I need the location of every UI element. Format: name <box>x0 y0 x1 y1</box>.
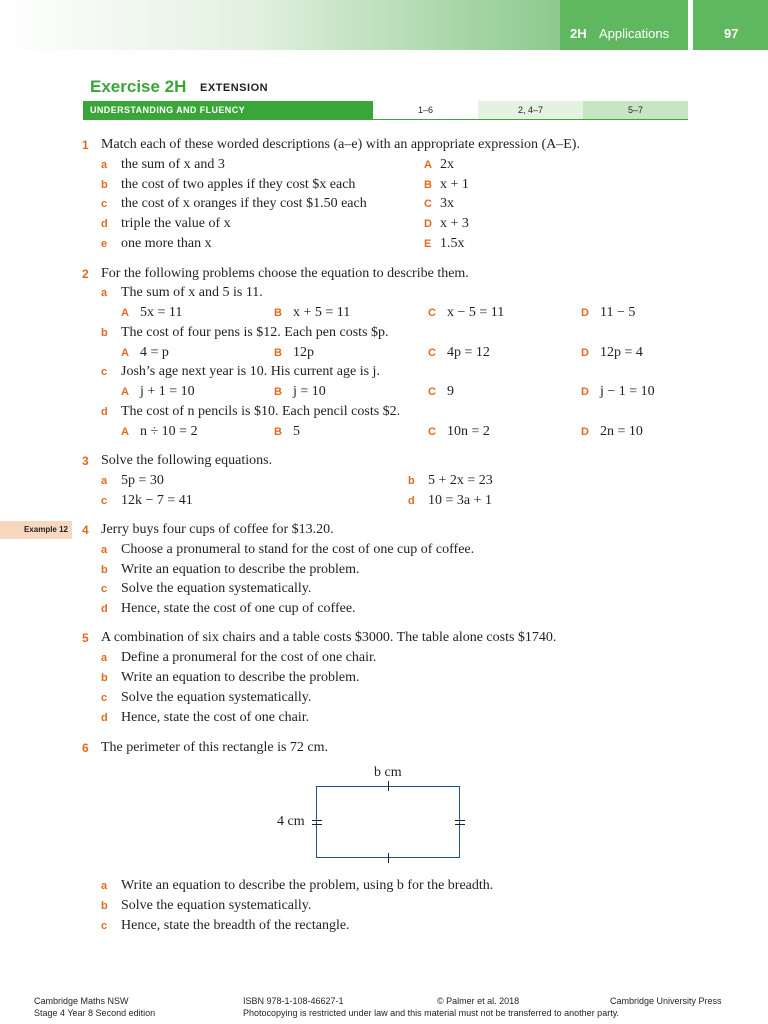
question-stem: Solve the following equations. <box>101 453 273 468</box>
option-value: j = 10 <box>293 384 326 399</box>
option-label: A <box>121 347 129 359</box>
option-label: D <box>581 386 589 398</box>
part-label: a <box>101 652 108 664</box>
option-label: C <box>428 307 436 319</box>
part-text: 5 + 2x = 23 <box>428 473 493 488</box>
part-label: a <box>101 880 108 892</box>
part-label: a <box>101 544 108 556</box>
question-number: 6 <box>82 741 89 755</box>
part-label: d <box>101 218 108 230</box>
part-text: Define a pronumeral for the cost of one chair. <box>121 650 377 665</box>
part-label: e <box>101 238 108 250</box>
option-value: 2n = 10 <box>600 424 643 439</box>
part-label: b <box>101 179 108 191</box>
part-text: Solve the equation systematically. <box>121 581 312 596</box>
page-number: 97 <box>724 26 739 41</box>
option-label: D <box>581 307 589 319</box>
part-text: one more than x <box>121 236 212 251</box>
question-stem: For the following problems choose the equation to describe them. <box>101 266 469 281</box>
question-number: 1 <box>82 138 89 152</box>
footer-copyright: © Palmer et al. 2018 <box>437 996 520 1006</box>
header-section: 2H <box>570 26 587 41</box>
option-label: D <box>581 426 589 438</box>
strand-label: UNDERSTANDING AND FLUENCY <box>83 101 373 119</box>
part-label: b <box>408 475 415 487</box>
option-label: E <box>424 238 432 250</box>
part-label: c <box>101 495 108 507</box>
part-text: Josh’s age next year is 10. His current age is j. <box>121 364 380 379</box>
option-label: B <box>274 307 282 319</box>
question-number: 5 <box>82 631 89 645</box>
header-gradient <box>0 0 560 50</box>
part-text: the cost of x oranges if they cost $1.50 each <box>121 196 367 211</box>
option-value: 12p <box>293 345 314 360</box>
part-label: d <box>408 495 415 507</box>
header-page-box <box>693 0 768 50</box>
option-label: C <box>428 426 436 438</box>
option-value: 4 = p <box>140 345 169 360</box>
rectangle <box>316 786 460 858</box>
option-label: A <box>121 307 129 319</box>
option-label: C <box>428 347 436 359</box>
option-label: C <box>428 386 436 398</box>
option-value: n ÷ 10 = 2 <box>140 424 198 439</box>
level-2: 2, 4–7 <box>478 101 583 119</box>
question-stem: A combination of six chairs and a table costs $3000. The table alone costs $1740. <box>101 630 557 645</box>
option-value: x + 5 = 11 <box>293 305 351 320</box>
option-label: A <box>424 159 432 171</box>
part-text: The cost of four pens is $12. Each pen costs $p. <box>121 325 389 340</box>
part-label: c <box>101 583 108 595</box>
part-text: Write an equation to describe the problem, using b for the breadth. <box>121 878 494 893</box>
level-3: 5–7 <box>583 101 688 119</box>
part-text: Hence, state the breadth of the rectangle. <box>121 918 350 933</box>
tick-mark-left <box>312 824 322 825</box>
option-value: 5 <box>293 424 300 439</box>
option-label: B <box>274 386 282 398</box>
option-value: 10n = 2 <box>447 424 490 439</box>
question-number: 2 <box>82 267 89 281</box>
part-text: 10 = 3a + 1 <box>428 493 493 508</box>
part-label: a <box>101 159 108 171</box>
option-value: x − 5 = 11 <box>447 305 505 320</box>
tick-mark-bottom <box>388 853 389 863</box>
question-stem: Jerry buys four cups of coffee for $13.20. <box>101 522 334 537</box>
option-label: A <box>121 426 129 438</box>
option-expression: x + 1 <box>440 177 469 192</box>
option-value: 4p = 12 <box>447 345 490 360</box>
part-label: a <box>101 287 108 299</box>
part-text: Hence, state the cost of one chair. <box>121 710 310 725</box>
exercise-title: Exercise 2H <box>90 77 187 96</box>
part-label: d <box>101 406 108 418</box>
part-label: a <box>101 475 108 487</box>
footer-publisher: Cambridge University Press <box>610 996 722 1006</box>
rectangle-top-label: b cm <box>374 765 402 780</box>
option-value: 12p = 4 <box>600 345 643 360</box>
option-expression: 1.5x <box>440 236 465 251</box>
option-value: j + 1 = 10 <box>140 384 195 399</box>
header-section-bar <box>560 0 688 50</box>
footer-isbn: ISBN 978-1-108-46627-1 <box>243 996 344 1006</box>
part-text: The cost of n pencils is $10. Each pencil costs $2. <box>121 404 401 419</box>
part-label: c <box>101 692 108 704</box>
option-label: B <box>274 347 282 359</box>
part-text: the sum of x and 3 <box>121 157 225 172</box>
part-label: d <box>101 712 108 724</box>
option-value: 5x = 11 <box>140 305 183 320</box>
part-label: c <box>101 198 108 210</box>
question-stem: Match each of these worded descriptions (a–e) with an appropriate expression (A–E). <box>101 137 580 152</box>
part-text: Choose a pronumeral to stand for the cost of one cup of coffee. <box>121 542 475 557</box>
part-text: 12k − 7 = 41 <box>121 493 193 508</box>
footer-notice: Photocopying is restricted under law and this material must not be transferred to another party. <box>243 1008 620 1018</box>
strip-rule <box>83 119 688 120</box>
option-label: B <box>274 426 282 438</box>
option-label: D <box>424 218 432 230</box>
option-expression: 3x <box>440 196 454 211</box>
footer-edition: Stage 4 Year 8 Second edition <box>34 1008 156 1018</box>
option-value: j − 1 = 10 <box>600 384 655 399</box>
option-label: A <box>121 386 129 398</box>
part-label: d <box>101 603 108 615</box>
option-expression: 2x <box>440 157 454 172</box>
option-value: 11 − 5 <box>600 305 636 320</box>
option-label: D <box>581 347 589 359</box>
part-text: Solve the equation systematically. <box>121 898 312 913</box>
question-stem: The perimeter of this rectangle is 72 cm. <box>101 740 329 755</box>
question-number: 4 <box>82 523 89 537</box>
option-label: C <box>424 198 432 210</box>
part-label: c <box>101 920 108 932</box>
exercise-tag: EXTENSION <box>200 82 269 94</box>
option-value: 9 <box>447 384 454 399</box>
part-label: b <box>101 672 108 684</box>
part-text: Write an equation to describe the problem. <box>121 670 360 685</box>
option-expression: x + 3 <box>440 216 469 231</box>
part-label: c <box>101 366 108 378</box>
tick-mark-right <box>455 820 465 821</box>
rectangle-side-label: 4 cm <box>277 814 305 829</box>
level-1: 1–6 <box>373 101 478 119</box>
question-number: 3 <box>82 454 89 468</box>
tick-mark-right <box>455 824 465 825</box>
footer-series: Cambridge Maths NSW <box>34 996 129 1006</box>
part-text: Hence, state the cost of one cup of coffee. <box>121 601 356 616</box>
part-text: Write an equation to describe the problem. <box>121 562 360 577</box>
option-label: B <box>424 179 432 191</box>
part-text: 5p = 30 <box>121 473 164 488</box>
part-label: b <box>101 327 108 339</box>
part-text: the cost of two apples if they cost $x each <box>121 177 356 192</box>
tick-mark-top <box>388 781 389 791</box>
part-text: The sum of x and 5 is 11. <box>121 285 263 300</box>
tick-mark-left <box>312 820 322 821</box>
example-reference[interactable]: Example 12 <box>0 521 72 539</box>
header-title: Applications <box>599 26 670 41</box>
part-text: triple the value of x <box>121 216 231 231</box>
part-label: b <box>101 900 108 912</box>
part-text: Solve the equation systematically. <box>121 690 312 705</box>
part-label: b <box>101 564 108 576</box>
